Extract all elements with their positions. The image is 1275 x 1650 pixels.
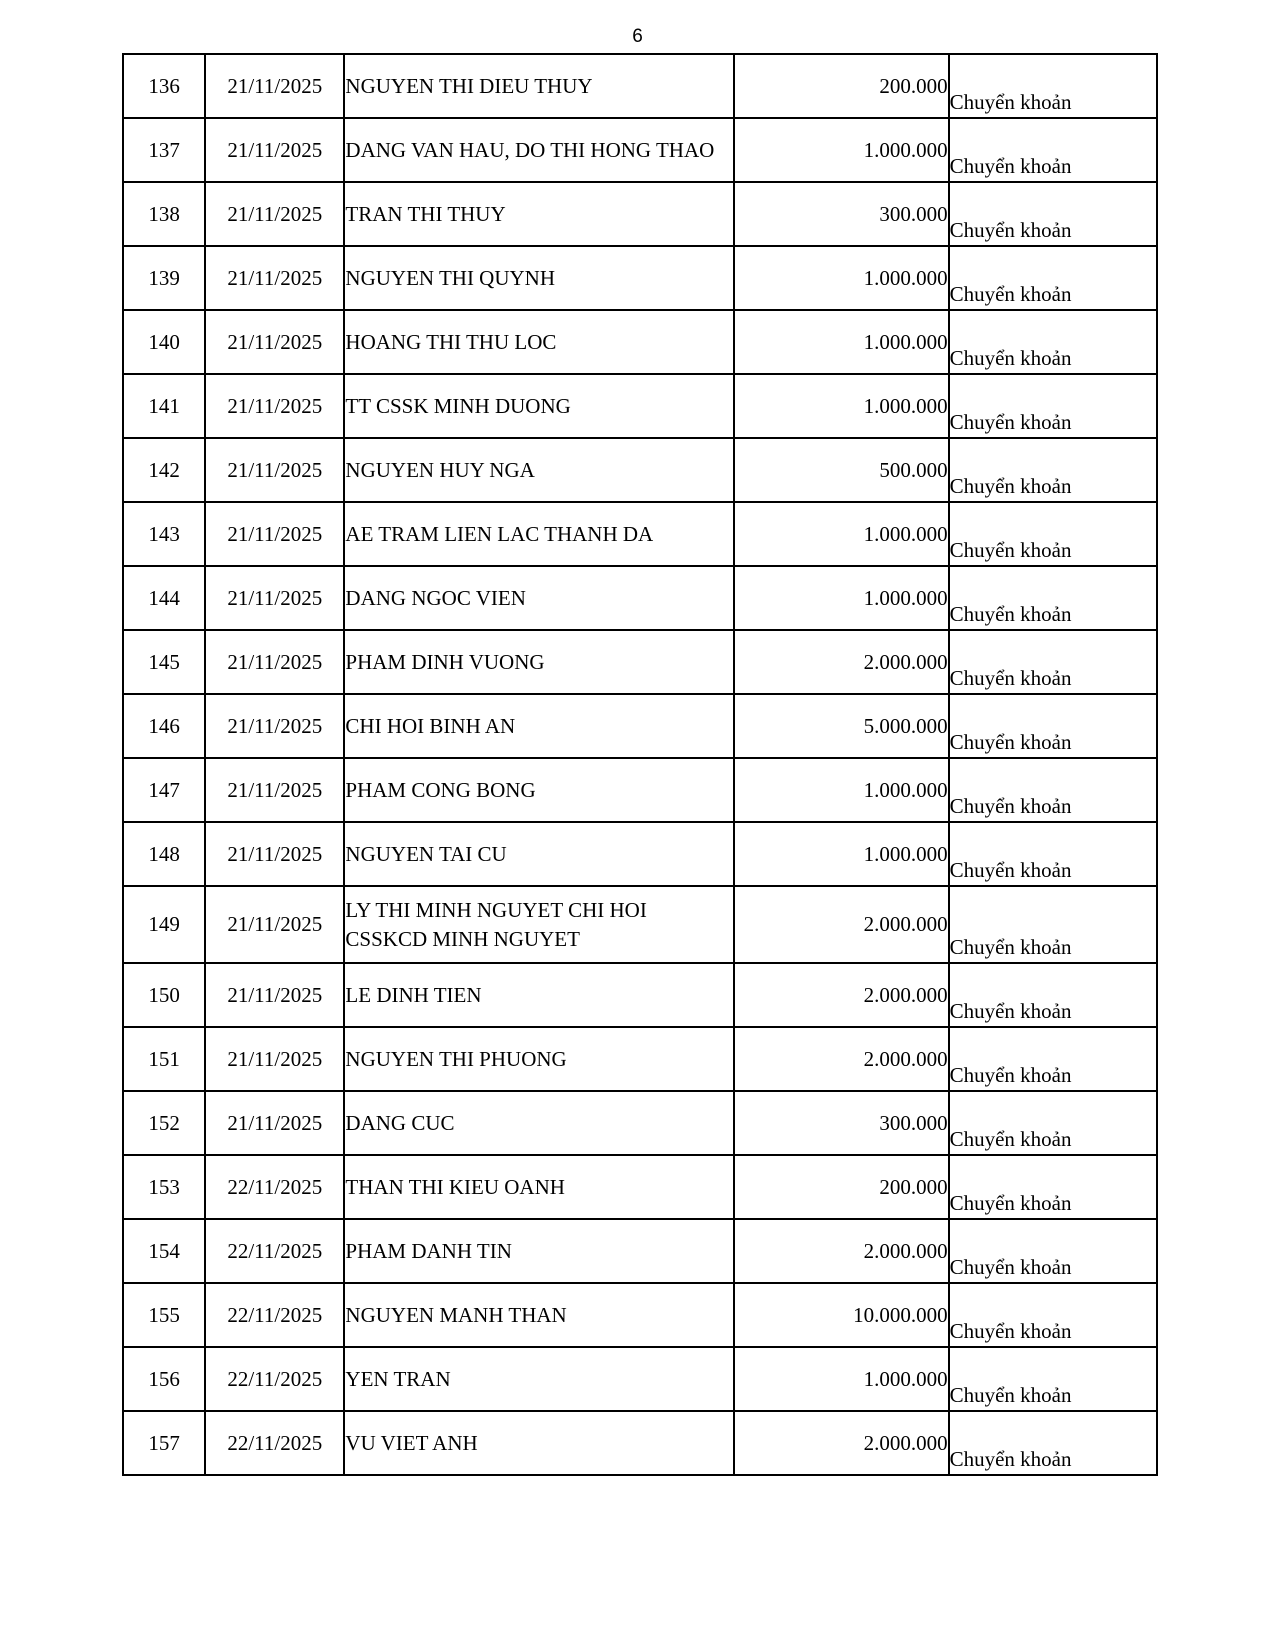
row-method: Chuyển khoản xyxy=(949,694,1157,758)
row-name: CHI HOI BINH AN xyxy=(344,694,734,758)
table-row xyxy=(123,1347,1157,1411)
row-name: LE DINH TIEN xyxy=(344,963,734,1027)
row-name: DANG NGOC VIEN xyxy=(344,566,734,630)
table-row xyxy=(123,374,1157,438)
row-number: 155 xyxy=(123,1283,205,1347)
row-date: 22/11/2025 xyxy=(205,1347,344,1411)
table-row xyxy=(123,758,1157,822)
row-date: 22/11/2025 xyxy=(205,1283,344,1347)
row-name: LY THI MINH NGUYET CHI HOI CSSKCD MINH NGUYET xyxy=(344,886,734,963)
row-amount: 200.000 xyxy=(734,1155,948,1219)
row-date: 21/11/2025 xyxy=(205,630,344,694)
row-name: NGUYEN THI DIEU THUY xyxy=(344,54,734,118)
donations-table xyxy=(122,53,1158,1476)
row-method: Chuyển khoản xyxy=(949,438,1157,502)
page-number: 6 xyxy=(632,26,643,47)
row-name: YEN TRAN xyxy=(344,1347,734,1411)
row-name: NGUYEN THI PHUONG xyxy=(344,1027,734,1091)
row-method: Chuyển khoản xyxy=(949,963,1157,1027)
row-method: Chuyển khoản xyxy=(949,502,1157,566)
row-date: 22/11/2025 xyxy=(205,1219,344,1283)
row-method: Chuyển khoản xyxy=(949,54,1157,118)
row-method: Chuyển khoản xyxy=(949,1283,1157,1347)
row-number: 137 xyxy=(123,118,205,182)
row-name: HOANG THI THU LOC xyxy=(344,310,734,374)
row-amount: 500.000 xyxy=(734,438,948,502)
table-row xyxy=(123,1219,1157,1283)
row-amount: 1.000.000 xyxy=(734,310,948,374)
row-date: 21/11/2025 xyxy=(205,374,344,438)
table-row xyxy=(123,1091,1157,1155)
table-row xyxy=(123,822,1157,886)
row-amount: 2.000.000 xyxy=(734,1219,948,1283)
row-amount: 2.000.000 xyxy=(734,1027,948,1091)
row-date: 21/11/2025 xyxy=(205,758,344,822)
row-date: 21/11/2025 xyxy=(205,1027,344,1091)
row-date: 22/11/2025 xyxy=(205,1155,344,1219)
row-name: DANG VAN HAU, DO THI HONG THAO xyxy=(344,118,734,182)
row-number: 136 xyxy=(123,54,205,118)
row-name: PHAM DINH VUONG xyxy=(344,630,734,694)
row-amount: 2.000.000 xyxy=(734,630,948,694)
row-amount: 1.000.000 xyxy=(734,246,948,310)
row-name: NGUYEN TAI CU xyxy=(344,822,734,886)
row-date: 21/11/2025 xyxy=(205,54,344,118)
row-date: 21/11/2025 xyxy=(205,438,344,502)
row-date: 21/11/2025 xyxy=(205,566,344,630)
row-number: 142 xyxy=(123,438,205,502)
row-method: Chuyển khoản xyxy=(949,1091,1157,1155)
row-number: 150 xyxy=(123,963,205,1027)
row-date: 21/11/2025 xyxy=(205,182,344,246)
row-number: 139 xyxy=(123,246,205,310)
row-number: 141 xyxy=(123,374,205,438)
row-name: NGUYEN THI QUYNH xyxy=(344,246,734,310)
row-amount: 1.000.000 xyxy=(734,1347,948,1411)
row-date: 21/11/2025 xyxy=(205,502,344,566)
row-name: DANG CUC xyxy=(344,1091,734,1155)
row-method: Chuyển khoản xyxy=(949,1219,1157,1283)
row-method: Chuyển khoản xyxy=(949,758,1157,822)
row-method: Chuyển khoản xyxy=(949,310,1157,374)
row-number: 157 xyxy=(123,1411,205,1475)
row-date: 21/11/2025 xyxy=(205,963,344,1027)
row-amount: 5.000.000 xyxy=(734,694,948,758)
row-date: 21/11/2025 xyxy=(205,886,344,963)
row-amount: 1.000.000 xyxy=(734,502,948,566)
row-number: 147 xyxy=(123,758,205,822)
row-date: 21/11/2025 xyxy=(205,310,344,374)
table-row xyxy=(123,182,1157,246)
row-number: 143 xyxy=(123,502,205,566)
row-amount: 1.000.000 xyxy=(734,118,948,182)
row-name: VU VIET ANH xyxy=(344,1411,734,1475)
row-amount: 200.000 xyxy=(734,54,948,118)
row-name: TT CSSK MINH DUONG xyxy=(344,374,734,438)
row-name: AE TRAM LIEN LAC THANH DA xyxy=(344,502,734,566)
row-name: PHAM CONG BONG xyxy=(344,758,734,822)
row-method: Chuyển khoản xyxy=(949,246,1157,310)
table-row xyxy=(123,566,1157,630)
table-row xyxy=(123,963,1157,1027)
row-amount: 300.000 xyxy=(734,182,948,246)
row-number: 152 xyxy=(123,1091,205,1155)
row-date: 21/11/2025 xyxy=(205,1091,344,1155)
row-number: 156 xyxy=(123,1347,205,1411)
row-number: 154 xyxy=(123,1219,205,1283)
row-name: THAN THI KIEU OANH xyxy=(344,1155,734,1219)
row-number: 140 xyxy=(123,310,205,374)
row-name: NGUYEN MANH THAN xyxy=(344,1283,734,1347)
table-row xyxy=(123,502,1157,566)
row-date: 21/11/2025 xyxy=(205,694,344,758)
row-date: 21/11/2025 xyxy=(205,822,344,886)
row-name: TRAN THI THUY xyxy=(344,182,734,246)
table-row xyxy=(123,630,1157,694)
row-method: Chuyển khoản xyxy=(949,566,1157,630)
row-method: Chuyển khoản xyxy=(949,630,1157,694)
row-amount: 2.000.000 xyxy=(734,886,948,963)
row-method: Chuyển khoản xyxy=(949,822,1157,886)
row-name: PHAM DANH TIN xyxy=(344,1219,734,1283)
table-row xyxy=(123,694,1157,758)
row-method: Chuyển khoản xyxy=(949,1347,1157,1411)
row-amount: 2.000.000 xyxy=(734,1411,948,1475)
table-row xyxy=(123,1411,1157,1475)
row-date: 21/11/2025 xyxy=(205,246,344,310)
row-amount: 1.000.000 xyxy=(734,374,948,438)
row-method: Chuyển khoản xyxy=(949,182,1157,246)
row-amount: 1.000.000 xyxy=(734,822,948,886)
row-number: 148 xyxy=(123,822,205,886)
table-row xyxy=(123,438,1157,502)
row-number: 153 xyxy=(123,1155,205,1219)
row-method: Chuyển khoản xyxy=(949,1411,1157,1475)
table-row xyxy=(123,118,1157,182)
table-row xyxy=(123,246,1157,310)
row-method: Chuyển khoản xyxy=(949,1027,1157,1091)
row-amount: 1.000.000 xyxy=(734,758,948,822)
row-date: 21/11/2025 xyxy=(205,118,344,182)
table-row xyxy=(123,54,1157,118)
row-number: 145 xyxy=(123,630,205,694)
row-name: NGUYEN HUY NGA xyxy=(344,438,734,502)
row-number: 151 xyxy=(123,1027,205,1091)
row-amount: 1.000.000 xyxy=(734,566,948,630)
table-row xyxy=(123,1283,1157,1347)
row-amount: 2.000.000 xyxy=(734,963,948,1027)
row-method: Chuyển khoản xyxy=(949,1155,1157,1219)
row-date: 22/11/2025 xyxy=(205,1411,344,1475)
row-amount: 300.000 xyxy=(734,1091,948,1155)
row-number: 144 xyxy=(123,566,205,630)
table-row xyxy=(123,1155,1157,1219)
row-number: 138 xyxy=(123,182,205,246)
row-amount: 10.000.000 xyxy=(734,1283,948,1347)
row-method: Chuyển khoản xyxy=(949,118,1157,182)
row-method: Chuyển khoản xyxy=(949,374,1157,438)
table-row xyxy=(123,886,1157,963)
table-row xyxy=(123,1027,1157,1091)
row-number: 146 xyxy=(123,694,205,758)
table-row xyxy=(123,310,1157,374)
row-method: Chuyển khoản xyxy=(949,886,1157,963)
row-number: 149 xyxy=(123,886,205,963)
